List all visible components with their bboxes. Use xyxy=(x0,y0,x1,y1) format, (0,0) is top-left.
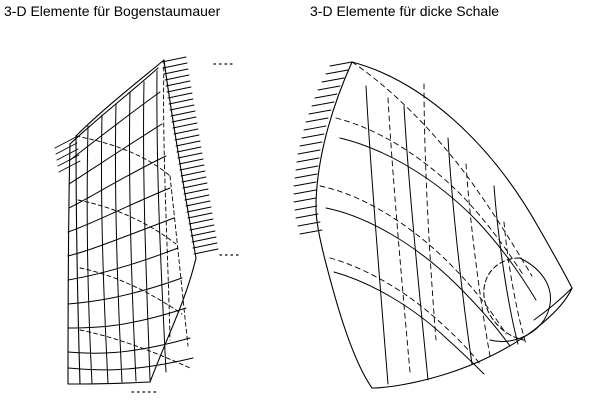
caption-thick-shell: 3-D Elemente für dicke Schale xyxy=(310,3,500,19)
shell-parallel-lines xyxy=(326,138,536,374)
caption-arch-dam: 3-D Elemente für Bogenstaumauer xyxy=(4,3,221,19)
thick-shell-figure xyxy=(294,62,572,388)
arch-dam-figure xyxy=(55,57,240,392)
shell-hidden-edges xyxy=(320,62,532,372)
